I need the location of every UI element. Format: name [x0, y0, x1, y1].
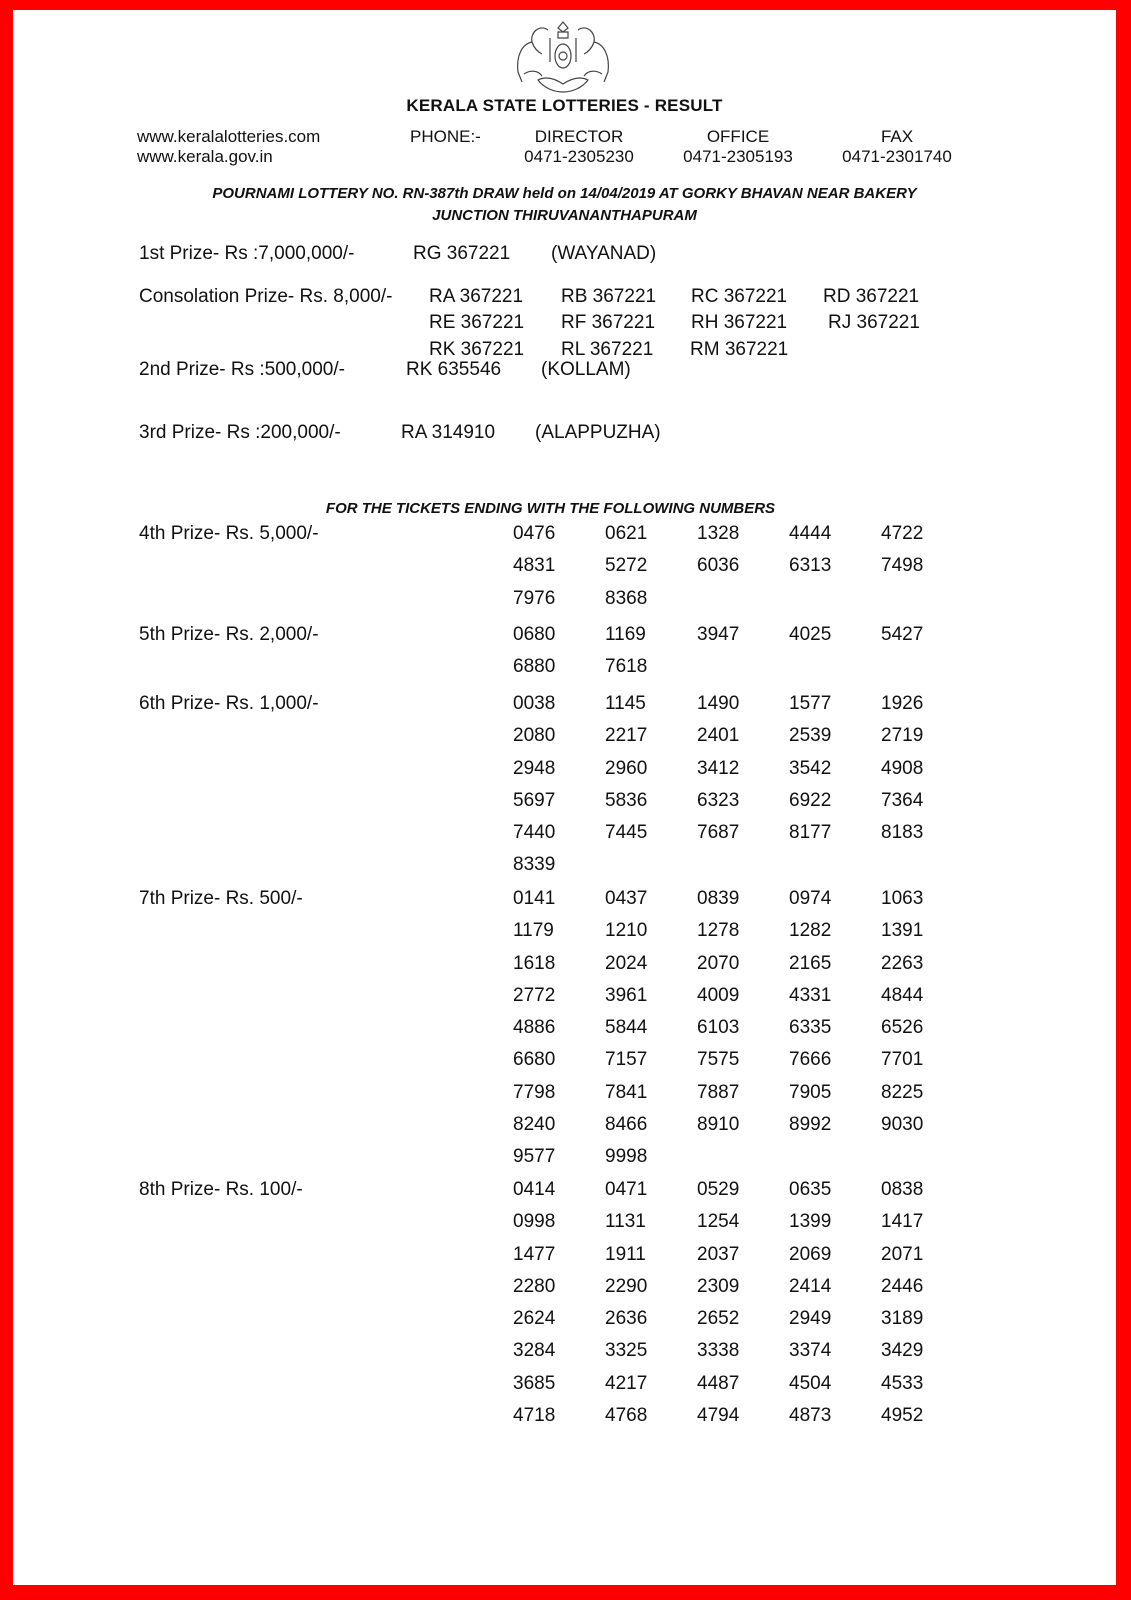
first-prize-label: 1st Prize- Rs :7,000,000/-: [139, 243, 355, 264]
ticket-ending-number: 1391: [881, 920, 924, 942]
ticket-ending-number: 2446: [881, 1275, 924, 1297]
ticket-ending-number: 1490: [697, 693, 740, 714]
ticket-ending-number: 8368: [605, 587, 648, 609]
ticket-ending-number: 0038: [513, 693, 556, 714]
ticket-ending-number: 7887: [697, 1081, 740, 1103]
ticket-ending-number: 2949: [789, 1308, 832, 1330]
draw-info: [13, 183, 1116, 227]
consolation-prize-label: Consolation Prize- Rs. 8,000/-: [139, 286, 393, 307]
office-label: OFFICE: [706, 127, 770, 146]
consolation-ticket: RM 367221: [690, 339, 789, 360]
second-prize-place: (KOLLAM): [541, 359, 631, 380]
ticket-ending-number: 2772: [513, 984, 556, 1006]
fax-label: FAX: [880, 127, 914, 146]
website-link-kerala-gov[interactable]: www.kerala.gov.in: [137, 147, 273, 166]
office-phone: 0471-2305193: [683, 147, 793, 166]
ticket-ending-number: 2290: [605, 1275, 648, 1297]
fax-phone: 0471-2301740: [842, 147, 952, 166]
ticket-ending-number: 2263: [881, 952, 924, 974]
ticket-ending-number: 0838: [881, 1179, 924, 1200]
ticket-ending-number: 1210: [605, 920, 648, 942]
prize-label: 7th Prize- Rs. 500/-: [139, 888, 303, 909]
ticket-ending-number: 6680: [513, 1049, 556, 1071]
ticket-ending-number: 8466: [605, 1114, 648, 1136]
ticket-ending-number: 6323: [697, 789, 740, 811]
ticket-ending-number: 0621: [605, 523, 648, 544]
ticket-ending-number: 2024: [605, 952, 648, 974]
ticket-ending-number: 6036: [697, 555, 740, 577]
ticket-ending-number: 3961: [605, 984, 648, 1006]
ticket-ending-number: 7798: [513, 1081, 556, 1103]
ticket-ending-number: 8339: [513, 854, 556, 876]
ticket-ending-number: 4504: [789, 1372, 832, 1394]
ticket-ending-number: 3412: [697, 757, 740, 779]
consolation-ticket: RA 367221: [429, 286, 524, 307]
ticket-ending-number: 0974: [789, 888, 832, 909]
ticket-ending-number: 4831: [513, 555, 556, 577]
ticket-ending-number: 0437: [605, 888, 648, 909]
ticket-ending-number: 1063: [881, 888, 924, 909]
ticket-ending-number: 4444: [789, 523, 832, 544]
ticket-ending-number: 3189: [881, 1308, 924, 1330]
ticket-ending-number: 1417: [881, 1211, 924, 1233]
ending-numbers-heading: FOR THE TICKETS ENDING WITH THE FOLLOWING NUMBERS: [325, 500, 776, 517]
third-prize-label: 3rd Prize- Rs :200,000/-: [139, 422, 341, 443]
ticket-ending-number: 3947: [697, 624, 740, 645]
prize-number-grid: [513, 883, 973, 1174]
ticket-ending-number: 0839: [697, 888, 740, 909]
ticket-ending-number: 8177: [789, 822, 832, 844]
ticket-ending-number: 0476: [513, 523, 556, 544]
ticket-ending-number: 4533: [881, 1372, 924, 1394]
ticket-ending-number: 9030: [881, 1114, 924, 1136]
ticket-ending-number: 4718: [513, 1405, 556, 1427]
ticket-ending-number: 0635: [789, 1179, 832, 1200]
second-prize-label: 2nd Prize- Rs :500,000/-: [139, 359, 345, 380]
ticket-ending-number: 4331: [789, 984, 832, 1006]
ticket-ending-number: 7498: [881, 555, 924, 577]
ticket-ending-number: 2071: [881, 1243, 924, 1265]
prize-label: 8th Prize- Rs. 100/-: [139, 1179, 303, 1200]
website-link-keralalotteries[interactable]: www.keralalotteries.com: [137, 127, 321, 146]
ticket-ending-number: 0529: [697, 1179, 740, 1200]
prize-number-grid: [513, 688, 973, 882]
ticket-ending-number: 6335: [789, 1017, 832, 1039]
ticket-ending-number: 6313: [789, 555, 832, 577]
ticket-ending-number: 7445: [605, 822, 648, 844]
kerala-emblem-icon: [508, 18, 618, 96]
draw-info-line-1: POURNAMI LOTTERY NO. RN-387th DRAW held on 14/04/2019 AT GORKY BHAVAN NEAR BAKERY: [212, 185, 917, 202]
ticket-ending-number: 4722: [881, 523, 924, 544]
ticket-ending-number: 8910: [697, 1114, 740, 1136]
prize-number-grid: [513, 1174, 973, 1432]
ticket-ending-number: 8240: [513, 1114, 556, 1136]
third-prize-place: (ALAPPUZHA): [535, 422, 661, 443]
ticket-ending-number: 2401: [697, 725, 740, 747]
ticket-ending-number: 4886: [513, 1017, 556, 1039]
ticket-ending-number: 0141: [513, 888, 556, 909]
ticket-ending-number: 1169: [605, 624, 646, 645]
consolation-ticket: RC 367221: [691, 286, 788, 307]
ticket-ending-number: 1926: [881, 693, 924, 714]
ticket-ending-number: 6922: [789, 789, 832, 811]
ticket-ending-number: 1477: [513, 1243, 556, 1265]
prize-label: 6th Prize- Rs. 1,000/-: [139, 693, 319, 714]
ticket-ending-number: 3685: [513, 1372, 556, 1394]
ticket-ending-number: 3374: [789, 1340, 832, 1362]
ticket-ending-number: 4794: [697, 1405, 740, 1427]
first-prize-ticket: RG 367221: [413, 243, 511, 264]
ticket-ending-number: 3284: [513, 1340, 556, 1362]
ticket-ending-number: 2414: [789, 1275, 832, 1297]
ticket-ending-number: 4009: [697, 984, 740, 1006]
ticket-ending-number: 4217: [605, 1372, 648, 1394]
ticket-ending-number: 4908: [881, 757, 924, 779]
ticket-ending-number: 6103: [697, 1017, 740, 1039]
ticket-ending-number: 7364: [881, 789, 924, 811]
ticket-ending-number: 4768: [605, 1405, 648, 1427]
ticket-ending-number: 2624: [513, 1308, 556, 1330]
ticket-ending-number: 6880: [513, 656, 556, 678]
ticket-ending-number: 0414: [513, 1179, 556, 1200]
ticket-ending-number: 2652: [697, 1308, 740, 1330]
ticket-ending-number: 1618: [513, 952, 556, 974]
ticket-ending-number: 7157: [605, 1049, 648, 1071]
consolation-ticket: RH 367221: [691, 312, 788, 333]
ticket-ending-number: 9998: [605, 1146, 648, 1168]
ticket-ending-number: 2037: [697, 1243, 740, 1265]
ticket-ending-number: 1254: [697, 1211, 740, 1233]
ticket-ending-number: 9577: [513, 1146, 556, 1168]
ticket-ending-number: 7841: [605, 1081, 648, 1103]
ticket-ending-number: 2165: [789, 952, 832, 974]
ticket-ending-number: 1328: [697, 523, 740, 544]
consolation-ticket: RE 367221: [429, 312, 525, 333]
consolation-ticket: RJ 367221: [828, 312, 920, 333]
ticket-ending-number: 1278: [697, 920, 740, 942]
ticket-ending-number: 2080: [513, 725, 556, 747]
ticket-ending-number: 4844: [881, 984, 924, 1006]
ticket-ending-number: 8183: [881, 822, 924, 844]
ticket-ending-number: 1911: [605, 1243, 646, 1265]
ticket-ending-number: 5836: [605, 789, 648, 811]
ticket-ending-number: 8225: [881, 1081, 924, 1103]
ticket-ending-number: 5844: [605, 1017, 648, 1039]
consolation-ticket: RF 367221: [561, 312, 656, 333]
ticket-ending-number: 0998: [513, 1211, 556, 1233]
ticket-ending-number: 1179: [513, 920, 554, 942]
ticket-ending-number: 2070: [697, 952, 740, 974]
director-label: DIRECTOR: [534, 127, 624, 146]
ticket-ending-number: 7905: [789, 1081, 832, 1103]
ticket-ending-number: 2719: [881, 725, 924, 747]
prize-number-grid: [513, 619, 973, 684]
ticket-ending-number: 7440: [513, 822, 556, 844]
draw-info-line-2: JUNCTION THIRUVANANTHAPURAM: [432, 207, 697, 224]
ticket-ending-number: 3429: [881, 1340, 924, 1362]
ticket-ending-number: 7575: [697, 1049, 740, 1071]
second-prize-ticket: RK 635546: [406, 359, 502, 380]
ticket-ending-number: 7687: [697, 822, 740, 844]
ticket-ending-number: 3338: [697, 1340, 740, 1362]
ticket-ending-number: 4487: [697, 1372, 740, 1394]
first-prize-place: (WAYANAD): [551, 243, 657, 264]
ticket-ending-number: 5272: [605, 555, 648, 577]
consolation-ticket: RB 367221: [561, 286, 657, 307]
ticket-ending-number: 1145: [605, 693, 646, 714]
prize-label: 4th Prize- Rs. 5,000/-: [139, 523, 319, 544]
director-phone: 0471-2305230: [524, 147, 634, 166]
ticket-ending-number: 4025: [789, 624, 832, 645]
ticket-ending-number: 4873: [789, 1405, 832, 1427]
ticket-ending-number: 2948: [513, 757, 556, 779]
ticket-ending-number: 7976: [513, 587, 556, 609]
phone-label: PHONE:-: [410, 127, 481, 146]
ticket-ending-number: 2960: [605, 757, 648, 779]
ticket-ending-number: 7701: [881, 1049, 924, 1071]
ticket-ending-number: 3325: [605, 1340, 648, 1362]
ticket-ending-number: 7618: [605, 656, 648, 678]
ticket-ending-number: 1577: [789, 693, 832, 714]
ticket-ending-number: 2636: [605, 1308, 648, 1330]
lottery-result-page: [13, 10, 1116, 1585]
ticket-ending-number: 2539: [789, 725, 832, 747]
consolation-ticket: RK 367221: [429, 339, 525, 360]
consolation-ticket: RD 367221: [823, 286, 920, 307]
ticket-ending-number: 3542: [789, 757, 832, 779]
ticket-ending-number: 7666: [789, 1049, 832, 1071]
ticket-ending-number: 4952: [881, 1405, 924, 1427]
third-prize-ticket: RA 314910: [401, 422, 496, 443]
ticket-ending-number: 5427: [881, 624, 924, 645]
ticket-ending-number: 5697: [513, 789, 556, 811]
ticket-ending-number: 1399: [789, 1211, 832, 1233]
ticket-ending-number: 8992: [789, 1114, 832, 1136]
ticket-ending-number: 1282: [789, 920, 832, 942]
ticket-ending-number: 0471: [605, 1179, 648, 1200]
ticket-ending-number: 2069: [789, 1243, 832, 1265]
ticket-ending-number: 0680: [513, 624, 556, 645]
ticket-ending-number: 1131: [605, 1211, 646, 1233]
ticket-ending-number: 6526: [881, 1017, 924, 1039]
prize-number-grid: [513, 518, 973, 615]
prize-label: 5th Prize- Rs. 2,000/-: [139, 624, 319, 645]
ticket-ending-number: 2309: [697, 1275, 740, 1297]
consolation-ticket: RL 367221: [561, 339, 654, 360]
ticket-ending-number: 2217: [605, 725, 648, 747]
ticket-ending-number: 2280: [513, 1275, 556, 1297]
page-title: KERALA STATE LOTTERIES - RESULT: [406, 96, 723, 115]
